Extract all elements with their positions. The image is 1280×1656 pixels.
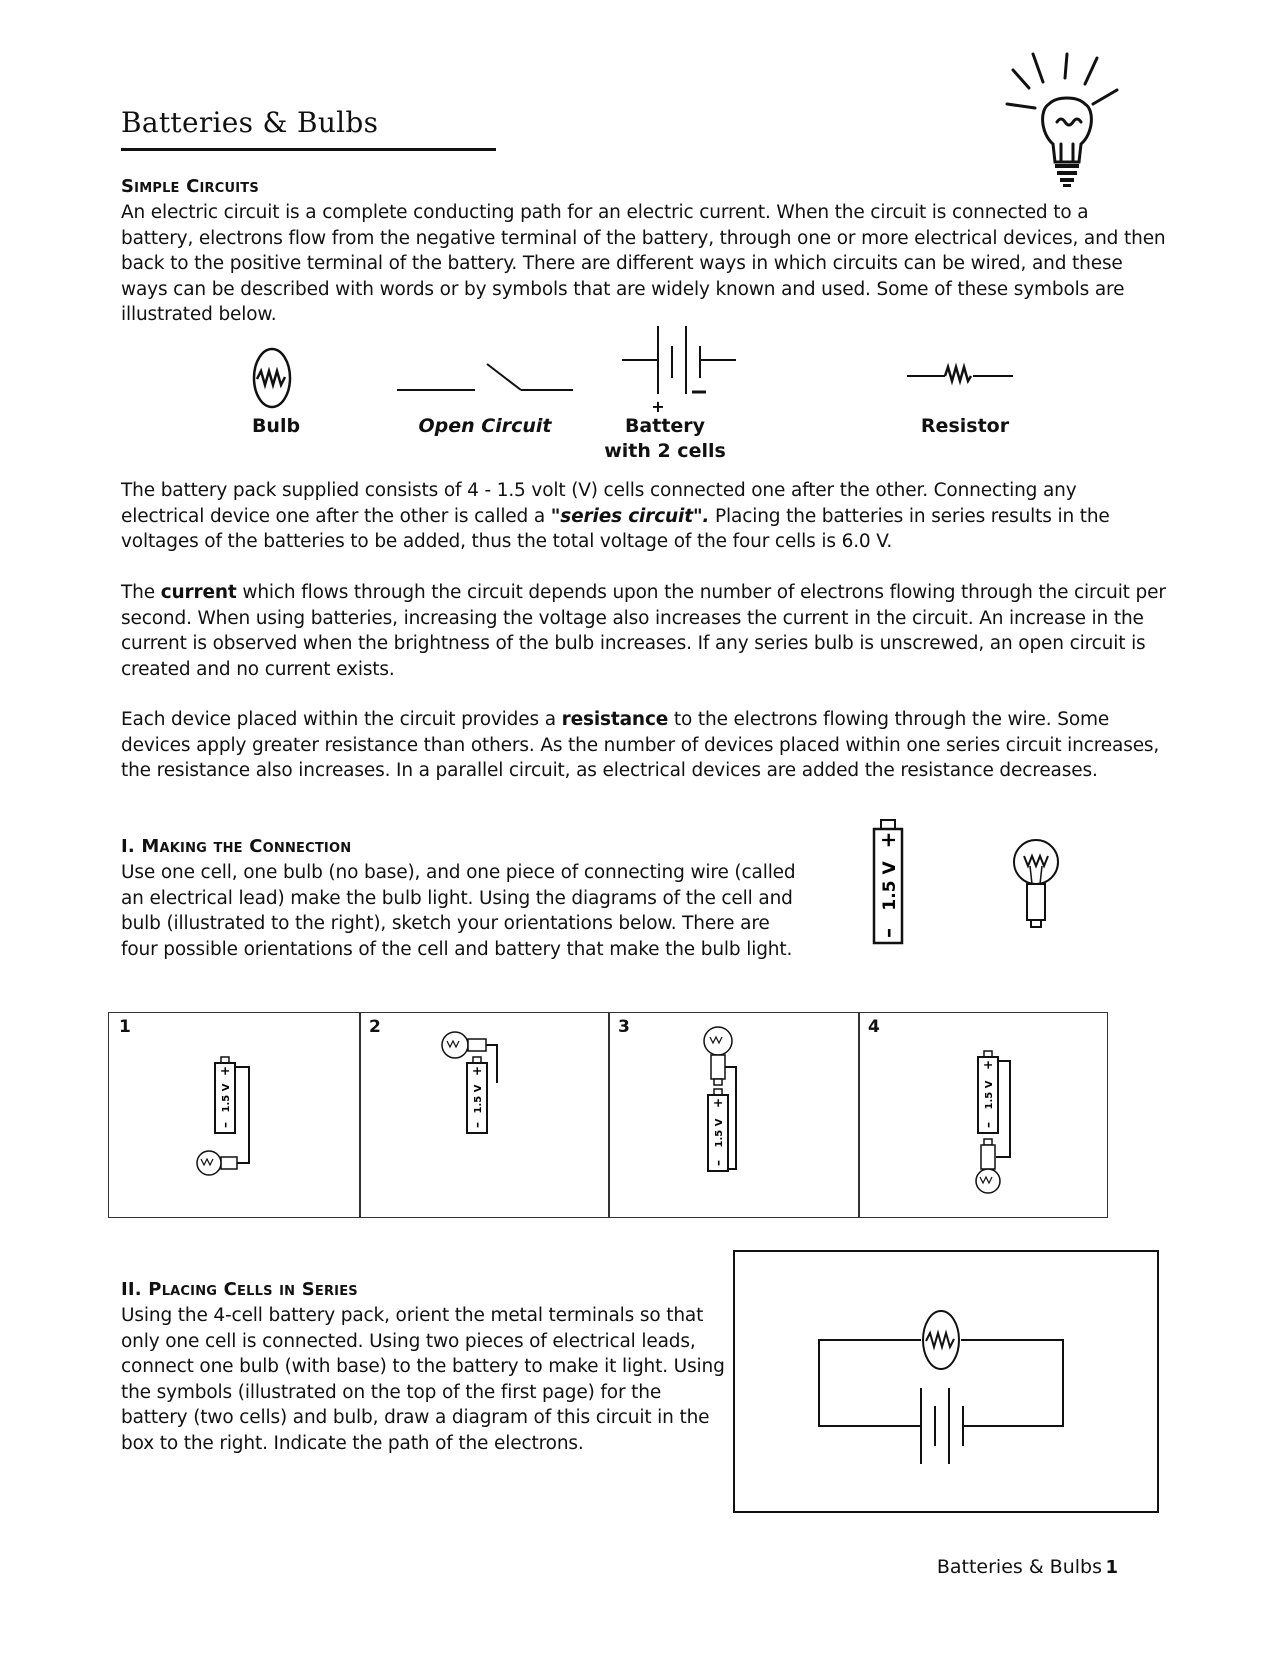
resistance-term: resistance	[561, 709, 669, 730]
orientation-2-diagram	[437, 1021, 527, 1151]
battery-label-line2: with 2 cells	[604, 440, 726, 462]
making-connection-paragraph: Use one cell, one bulb (no base), and one piece of connecting wire (called an electrical lead) make the bulb light. Using the diagrams of the cell and bulb (illustrated to the right), sketch your orientations below. There are four possible orientations of the cell and battery that make the bulb light.	[121, 862, 796, 960]
orientation-box-2[interactable]	[359, 1013, 608, 1219]
section-heading-simple-circuits: Simple Circuits	[121, 176, 259, 197]
orientation-box-3[interactable]	[608, 1013, 858, 1219]
box-number: 3	[618, 1017, 630, 1037]
simple-circuits-paragraph: An electric circuit is a complete conducting path for an electric current. When the circuit is connected to a battery, electrons flow from the negative terminal of the battery, through one or more electrical devices, and then back to the positive terminal of the battery. There are different ways in which circuits can be wired, and these ways can be described with words or by symbols that are widely known and used. Some of these symbols are illustrated below.	[121, 202, 1166, 325]
orientations-table	[108, 1012, 1108, 1218]
orientation-4-diagram	[968, 1047, 1038, 1207]
box-number: 1	[119, 1017, 131, 1037]
svg-text:+: +	[218, 1065, 232, 1077]
orientation-1-diagram	[187, 1053, 277, 1183]
series-circuit-paragraph: The battery pack supplied consists of 4 - 1.5 volt (V) cells connected one after the other. Connecting any electrical device one after the other is called a "series circuit". Placing the batteries in series results in the voltages of the batteries to be added, thus the total voltage of the four cells is 6.0 V.	[121, 480, 1110, 552]
current-paragraph: The current which flows through the circuit depends upon the number of electrons flowing through the circuit per second. When using batteries, increasing the voltage also increases the current in the circuit. An increase in the current is observed when the brightness of the bulb increases. If any series bulb is unscrewed, an open circuit is created and no current exists.	[121, 582, 1166, 680]
current-term: current	[160, 582, 237, 603]
resistor-symbol-icon	[905, 360, 1015, 384]
series-circuit-term: "series circuit".	[550, 505, 710, 527]
box-number: 4	[868, 1017, 880, 1037]
section-heading-making-connection: I. Making the Connection	[121, 836, 352, 857]
svg-text:1.5 V: 1.5 V	[880, 861, 900, 911]
svg-text:–: –	[876, 928, 900, 938]
page-title: Batteries & Bulbs	[121, 106, 379, 139]
svg-text:+: +	[711, 1097, 725, 1109]
svg-text:–: –	[470, 1122, 484, 1128]
lightbulb-idea-icon	[1005, 52, 1135, 187]
section-heading-cells-in-series: II. Placing Cells in Series	[121, 1279, 358, 1300]
circuit-diagram-box	[733, 1250, 1159, 1513]
orientation-3-diagram	[698, 1025, 768, 1175]
bulb-illustration-icon	[1010, 838, 1062, 930]
orientation-box-4[interactable]	[858, 1013, 1109, 1219]
open-circuit-switch-icon	[395, 358, 575, 394]
svg-text:+: +	[470, 1065, 484, 1077]
cells-in-series-paragraph: Using the 4-cell battery pack, orient the metal terminals so that only one cell is connected. Using two pieces of electrical leads, connect one bulb (with base) to the battery to make it light. Using the symbols (illustrated on the top of the first page) for the battery (two cells) and bulb, draw a diagram of this circuit in the box to the right. Indicate the path of the electrons.	[121, 1305, 725, 1454]
orientation-box-1[interactable]	[109, 1013, 359, 1219]
battery-plus-label: +	[651, 397, 665, 416]
svg-text:1.5 V: 1.5 V	[221, 1083, 232, 1113]
footer-title: Batteries & Bulbs	[936, 1556, 1102, 1578]
svg-text:+: +	[981, 1059, 995, 1071]
resistance-paragraph: Each device placed within the circuit provides a resistance to the electrons flowing through the wire. Some devices apply greater resistance than others. As the number of devices placed within one series circuit increases, the resistance also increases. In a parallel circuit, as electrical devices are added the resistance decreases.	[121, 709, 1160, 781]
title-underline	[121, 148, 496, 151]
bulb-symbol-icon	[250, 347, 295, 409]
cell-illustration-icon	[870, 818, 906, 946]
page-number: 1	[1105, 1557, 1118, 1578]
bulb-label: Bulb	[251, 415, 301, 437]
battery-symbol-icon	[620, 322, 740, 416]
battery-label-line1: Battery	[624, 415, 706, 437]
svg-text:1.5 V: 1.5 V	[714, 1118, 725, 1148]
series-circuit-diagram	[735, 1252, 1157, 1511]
svg-text:1.5 V: 1.5 V	[984, 1080, 995, 1110]
resistor-label: Resistor	[920, 415, 1010, 437]
svg-text:–: –	[218, 1122, 232, 1128]
svg-text:1.5 V: 1.5 V	[473, 1084, 484, 1114]
svg-text:–: –	[711, 1160, 725, 1166]
svg-text:–: –	[981, 1122, 995, 1128]
open-circuit-label: Open Circuit	[418, 415, 552, 437]
box-number: 2	[369, 1017, 381, 1037]
svg-text:+: +	[876, 831, 900, 849]
